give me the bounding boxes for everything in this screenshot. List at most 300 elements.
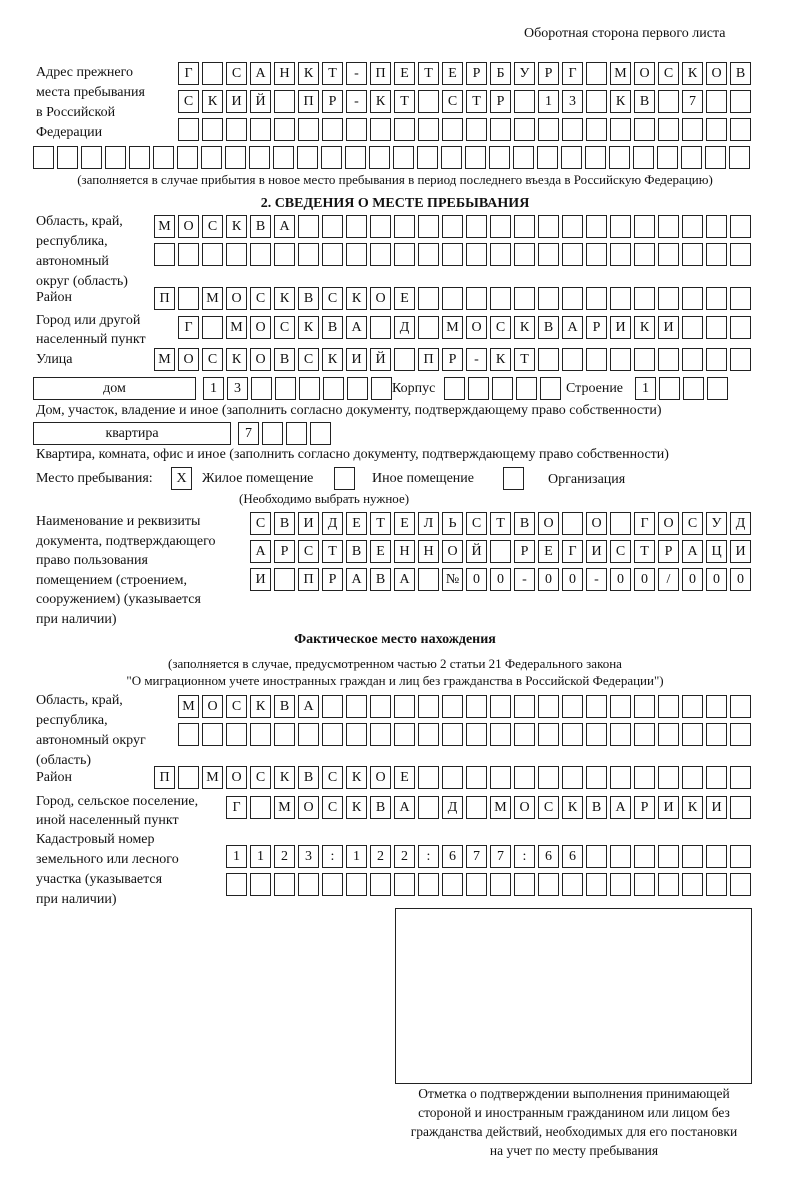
- char-cell[interactable]: М: [202, 766, 223, 789]
- char-cell[interactable]: 2: [394, 845, 415, 868]
- char-cell[interactable]: [730, 766, 751, 789]
- char-cell[interactable]: [346, 215, 367, 238]
- char-cell[interactable]: [610, 287, 631, 310]
- char-cell[interactable]: С: [298, 348, 319, 371]
- char-cell[interactable]: [610, 348, 631, 371]
- char-cell[interactable]: Г: [562, 62, 583, 85]
- char-cell[interactable]: [514, 695, 535, 718]
- char-cell[interactable]: 6: [442, 845, 463, 868]
- char-cell[interactable]: [298, 118, 319, 141]
- char-cell[interactable]: [682, 287, 703, 310]
- char-cell[interactable]: К: [226, 348, 247, 371]
- char-cell[interactable]: [586, 348, 607, 371]
- char-cell[interactable]: К: [274, 766, 295, 789]
- char-cell[interactable]: [730, 243, 751, 266]
- char-cell[interactable]: И: [658, 796, 679, 819]
- char-cell[interactable]: Й: [370, 348, 391, 371]
- char-cell[interactable]: [226, 723, 247, 746]
- char-cell[interactable]: [610, 695, 631, 718]
- char-cell[interactable]: И: [706, 796, 727, 819]
- char-cell[interactable]: -: [586, 568, 607, 591]
- char-cell[interactable]: М: [178, 695, 199, 718]
- char-cell[interactable]: [466, 695, 487, 718]
- char-cell[interactable]: -: [514, 568, 535, 591]
- char-cell[interactable]: [250, 118, 271, 141]
- char-cell[interactable]: [706, 723, 727, 746]
- char-cell[interactable]: С: [274, 316, 295, 339]
- char-cell[interactable]: [586, 243, 607, 266]
- char-cell[interactable]: [561, 146, 582, 169]
- char-cell[interactable]: В: [586, 796, 607, 819]
- char-cell[interactable]: Е: [346, 512, 367, 535]
- char-cell[interactable]: С: [466, 512, 487, 535]
- char-cell[interactable]: [658, 695, 679, 718]
- char-cell[interactable]: Р: [442, 348, 463, 371]
- char-cell[interactable]: [442, 215, 463, 238]
- house-type-field[interactable]: дом: [33, 377, 196, 400]
- char-cell[interactable]: [418, 873, 439, 896]
- char-cell[interactable]: [226, 873, 247, 896]
- char-cell[interactable]: О: [442, 540, 463, 563]
- char-cell[interactable]: [201, 146, 222, 169]
- char-cell[interactable]: [345, 146, 366, 169]
- char-cell[interactable]: [442, 873, 463, 896]
- char-cell[interactable]: Р: [514, 540, 535, 563]
- char-cell[interactable]: [490, 873, 511, 896]
- char-cell[interactable]: [178, 723, 199, 746]
- char-cell[interactable]: [586, 766, 607, 789]
- char-cell[interactable]: [706, 766, 727, 789]
- char-cell[interactable]: [730, 118, 751, 141]
- char-cell[interactable]: [633, 146, 654, 169]
- char-cell[interactable]: Т: [322, 540, 343, 563]
- char-cell[interactable]: [658, 215, 679, 238]
- char-cell[interactable]: [465, 146, 486, 169]
- char-cell[interactable]: Т: [418, 62, 439, 85]
- char-cell[interactable]: [273, 146, 294, 169]
- char-cell[interactable]: [683, 377, 704, 400]
- char-cell[interactable]: [562, 512, 583, 535]
- char-cell[interactable]: [682, 348, 703, 371]
- char-cell[interactable]: [706, 215, 727, 238]
- char-cell[interactable]: [418, 215, 439, 238]
- char-cell[interactable]: 0: [634, 568, 655, 591]
- char-cell[interactable]: О: [466, 316, 487, 339]
- char-cell[interactable]: [418, 287, 439, 310]
- char-cell[interactable]: [346, 243, 367, 266]
- char-cell[interactable]: 2: [274, 845, 295, 868]
- char-cell[interactable]: [562, 873, 583, 896]
- char-cell[interactable]: К: [298, 316, 319, 339]
- char-cell[interactable]: [706, 873, 727, 896]
- char-cell[interactable]: [706, 287, 727, 310]
- char-cell[interactable]: [514, 90, 535, 113]
- char-cell[interactable]: [516, 377, 537, 400]
- char-cell[interactable]: А: [250, 62, 271, 85]
- char-cell[interactable]: М: [490, 796, 511, 819]
- char-cell[interactable]: [154, 243, 175, 266]
- char-cell[interactable]: [706, 348, 727, 371]
- char-cell[interactable]: В: [634, 90, 655, 113]
- char-cell[interactable]: Ц: [706, 540, 727, 563]
- char-cell[interactable]: -: [466, 348, 487, 371]
- char-cell[interactable]: [393, 146, 414, 169]
- char-cell[interactable]: [514, 118, 535, 141]
- char-cell[interactable]: М: [154, 215, 175, 238]
- char-cell[interactable]: [346, 118, 367, 141]
- char-cell[interactable]: [586, 62, 607, 85]
- char-cell[interactable]: Р: [466, 62, 487, 85]
- char-cell[interactable]: 3: [562, 90, 583, 113]
- char-cell[interactable]: [681, 146, 702, 169]
- char-cell[interactable]: [394, 243, 415, 266]
- char-cell[interactable]: [634, 243, 655, 266]
- char-cell[interactable]: М: [274, 796, 295, 819]
- char-cell[interactable]: С: [226, 62, 247, 85]
- char-cell[interactable]: К: [682, 796, 703, 819]
- char-cell[interactable]: [538, 873, 559, 896]
- char-cell[interactable]: [586, 215, 607, 238]
- char-cell[interactable]: С: [250, 287, 271, 310]
- char-cell[interactable]: [537, 146, 558, 169]
- char-cell[interactable]: О: [658, 512, 679, 535]
- char-cell[interactable]: [370, 118, 391, 141]
- char-cell[interactable]: [249, 146, 270, 169]
- char-cell[interactable]: [514, 873, 535, 896]
- char-cell[interactable]: [371, 377, 392, 400]
- char-cell[interactable]: [610, 766, 631, 789]
- char-cell[interactable]: 0: [490, 568, 511, 591]
- char-cell[interactable]: Р: [658, 540, 679, 563]
- char-cell[interactable]: [634, 845, 655, 868]
- char-cell[interactable]: К: [562, 796, 583, 819]
- char-cell[interactable]: -: [346, 62, 367, 85]
- char-cell[interactable]: П: [370, 62, 391, 85]
- char-cell[interactable]: Т: [370, 512, 391, 535]
- char-cell[interactable]: [730, 723, 751, 746]
- char-cell[interactable]: Т: [466, 90, 487, 113]
- char-cell[interactable]: К: [202, 90, 223, 113]
- char-cell[interactable]: №: [442, 568, 463, 591]
- char-cell[interactable]: [418, 243, 439, 266]
- char-cell[interactable]: [274, 243, 295, 266]
- char-cell[interactable]: А: [394, 796, 415, 819]
- char-cell[interactable]: [178, 118, 199, 141]
- char-cell[interactable]: [658, 287, 679, 310]
- char-cell[interactable]: В: [538, 316, 559, 339]
- char-cell[interactable]: С: [538, 796, 559, 819]
- option-checkbox-residential[interactable]: X: [171, 467, 192, 490]
- char-cell[interactable]: О: [298, 796, 319, 819]
- char-cell[interactable]: В: [274, 348, 295, 371]
- char-cell[interactable]: [297, 146, 318, 169]
- char-cell[interactable]: Б: [490, 62, 511, 85]
- char-cell[interactable]: Л: [418, 512, 439, 535]
- char-cell[interactable]: [610, 873, 631, 896]
- char-cell[interactable]: [298, 243, 319, 266]
- char-cell[interactable]: [586, 90, 607, 113]
- char-cell[interactable]: [586, 845, 607, 868]
- char-cell[interactable]: [250, 723, 271, 746]
- char-cell[interactable]: [466, 766, 487, 789]
- char-cell[interactable]: [466, 723, 487, 746]
- char-cell[interactable]: [634, 348, 655, 371]
- char-cell[interactable]: :: [514, 845, 535, 868]
- char-cell[interactable]: [562, 287, 583, 310]
- char-cell[interactable]: [394, 695, 415, 718]
- char-cell[interactable]: [658, 723, 679, 746]
- char-cell[interactable]: [226, 243, 247, 266]
- char-cell[interactable]: [658, 243, 679, 266]
- char-cell[interactable]: [610, 243, 631, 266]
- char-cell[interactable]: [586, 873, 607, 896]
- char-cell[interactable]: Е: [394, 287, 415, 310]
- char-cell[interactable]: К: [226, 215, 247, 238]
- char-cell[interactable]: У: [706, 512, 727, 535]
- char-cell[interactable]: [394, 215, 415, 238]
- char-cell[interactable]: [370, 316, 391, 339]
- char-cell[interactable]: [706, 695, 727, 718]
- char-cell[interactable]: [250, 796, 271, 819]
- char-cell[interactable]: [370, 723, 391, 746]
- char-cell[interactable]: П: [154, 287, 175, 310]
- char-cell[interactable]: Е: [538, 540, 559, 563]
- char-cell[interactable]: Т: [322, 62, 343, 85]
- char-cell[interactable]: [274, 568, 295, 591]
- char-cell[interactable]: С: [322, 766, 343, 789]
- char-cell[interactable]: О: [370, 766, 391, 789]
- char-cell[interactable]: 0: [730, 568, 751, 591]
- char-cell[interactable]: 6: [562, 845, 583, 868]
- char-cell[interactable]: Е: [442, 62, 463, 85]
- char-cell[interactable]: В: [370, 568, 391, 591]
- char-cell[interactable]: В: [730, 62, 751, 85]
- char-cell[interactable]: С: [322, 796, 343, 819]
- char-cell[interactable]: [538, 695, 559, 718]
- char-cell[interactable]: [347, 377, 368, 400]
- char-cell[interactable]: [658, 766, 679, 789]
- char-cell[interactable]: [682, 243, 703, 266]
- char-cell[interactable]: [299, 377, 320, 400]
- char-cell[interactable]: [730, 348, 751, 371]
- char-cell[interactable]: [490, 243, 511, 266]
- char-cell[interactable]: [444, 377, 465, 400]
- char-cell[interactable]: К: [682, 62, 703, 85]
- char-cell[interactable]: К: [250, 695, 271, 718]
- char-cell[interactable]: И: [730, 540, 751, 563]
- char-cell[interactable]: С: [610, 540, 631, 563]
- char-cell[interactable]: [105, 146, 126, 169]
- char-cell[interactable]: Й: [250, 90, 271, 113]
- char-cell[interactable]: С: [322, 287, 343, 310]
- char-cell[interactable]: [275, 377, 296, 400]
- char-cell[interactable]: [394, 723, 415, 746]
- char-cell[interactable]: [417, 146, 438, 169]
- char-cell[interactable]: К: [274, 287, 295, 310]
- char-cell[interactable]: [634, 695, 655, 718]
- char-cell[interactable]: [251, 377, 272, 400]
- char-cell[interactable]: :: [322, 845, 343, 868]
- char-cell[interactable]: [466, 873, 487, 896]
- char-cell[interactable]: [466, 287, 487, 310]
- char-cell[interactable]: В: [274, 695, 295, 718]
- char-cell[interactable]: /: [658, 568, 679, 591]
- char-cell[interactable]: [346, 873, 367, 896]
- char-cell[interactable]: [730, 796, 751, 819]
- char-cell[interactable]: [562, 723, 583, 746]
- char-cell[interactable]: [562, 215, 583, 238]
- char-cell[interactable]: В: [274, 512, 295, 535]
- char-cell[interactable]: [634, 873, 655, 896]
- char-cell[interactable]: [369, 146, 390, 169]
- char-cell[interactable]: И: [658, 316, 679, 339]
- char-cell[interactable]: С: [250, 766, 271, 789]
- char-cell[interactable]: [730, 695, 751, 718]
- char-cell[interactable]: [659, 377, 680, 400]
- char-cell[interactable]: [634, 723, 655, 746]
- char-cell[interactable]: [274, 873, 295, 896]
- char-cell[interactable]: 1: [250, 845, 271, 868]
- char-cell[interactable]: Г: [226, 796, 247, 819]
- char-cell[interactable]: [418, 568, 439, 591]
- char-cell[interactable]: В: [370, 796, 391, 819]
- char-cell[interactable]: Р: [322, 568, 343, 591]
- char-cell[interactable]: С: [202, 215, 223, 238]
- char-cell[interactable]: [178, 243, 199, 266]
- char-cell[interactable]: П: [298, 90, 319, 113]
- char-cell[interactable]: [250, 243, 271, 266]
- char-cell[interactable]: [658, 845, 679, 868]
- char-cell[interactable]: [202, 62, 223, 85]
- char-cell[interactable]: [321, 146, 342, 169]
- char-cell[interactable]: Д: [394, 316, 415, 339]
- char-cell[interactable]: Г: [178, 316, 199, 339]
- char-cell[interactable]: Е: [394, 512, 415, 535]
- char-cell[interactable]: И: [586, 540, 607, 563]
- char-cell[interactable]: О: [226, 766, 247, 789]
- char-cell[interactable]: [490, 766, 511, 789]
- char-cell[interactable]: О: [586, 512, 607, 535]
- char-cell[interactable]: [322, 118, 343, 141]
- char-cell[interactable]: [538, 287, 559, 310]
- char-cell[interactable]: [33, 146, 54, 169]
- option-checkbox-other[interactable]: [334, 467, 355, 490]
- char-cell[interactable]: [634, 287, 655, 310]
- char-cell[interactable]: И: [250, 568, 271, 591]
- char-cell[interactable]: [730, 316, 751, 339]
- char-cell[interactable]: [682, 316, 703, 339]
- char-cell[interactable]: [562, 766, 583, 789]
- char-cell[interactable]: А: [394, 568, 415, 591]
- char-cell[interactable]: 0: [466, 568, 487, 591]
- char-cell[interactable]: [394, 118, 415, 141]
- char-cell[interactable]: [370, 873, 391, 896]
- char-cell[interactable]: [153, 146, 174, 169]
- char-cell[interactable]: [730, 845, 751, 868]
- char-cell[interactable]: В: [322, 316, 343, 339]
- char-cell[interactable]: С: [658, 62, 679, 85]
- char-cell[interactable]: О: [538, 512, 559, 535]
- char-cell[interactable]: К: [346, 796, 367, 819]
- char-cell[interactable]: Р: [322, 90, 343, 113]
- char-cell[interactable]: [634, 118, 655, 141]
- char-cell[interactable]: А: [346, 568, 367, 591]
- char-cell[interactable]: :: [418, 845, 439, 868]
- char-cell[interactable]: [394, 348, 415, 371]
- char-cell[interactable]: [658, 90, 679, 113]
- option-checkbox-organization[interactable]: [503, 467, 524, 490]
- char-cell[interactable]: [418, 316, 439, 339]
- char-cell[interactable]: У: [514, 62, 535, 85]
- char-cell[interactable]: [586, 723, 607, 746]
- char-cell[interactable]: [682, 118, 703, 141]
- char-cell[interactable]: [370, 695, 391, 718]
- char-cell[interactable]: [442, 766, 463, 789]
- char-cell[interactable]: [730, 873, 751, 896]
- char-cell[interactable]: [730, 215, 751, 238]
- char-cell[interactable]: [658, 118, 679, 141]
- char-cell[interactable]: М: [610, 62, 631, 85]
- char-cell[interactable]: С: [250, 512, 271, 535]
- char-cell[interactable]: Д: [322, 512, 343, 535]
- char-cell[interactable]: Е: [394, 766, 415, 789]
- char-cell[interactable]: А: [610, 796, 631, 819]
- char-cell[interactable]: Н: [274, 62, 295, 85]
- char-cell[interactable]: [286, 422, 307, 445]
- char-cell[interactable]: [707, 377, 728, 400]
- char-cell[interactable]: [682, 695, 703, 718]
- char-cell[interactable]: А: [250, 540, 271, 563]
- char-cell[interactable]: Й: [466, 540, 487, 563]
- char-cell[interactable]: [706, 118, 727, 141]
- char-cell[interactable]: Р: [490, 90, 511, 113]
- char-cell[interactable]: [81, 146, 102, 169]
- char-cell[interactable]: [468, 377, 489, 400]
- char-cell[interactable]: С: [226, 695, 247, 718]
- char-cell[interactable]: [418, 118, 439, 141]
- char-cell[interactable]: [418, 796, 439, 819]
- char-cell[interactable]: [730, 287, 751, 310]
- char-cell[interactable]: [57, 146, 78, 169]
- char-cell[interactable]: [514, 215, 535, 238]
- char-cell[interactable]: О: [634, 62, 655, 85]
- char-cell[interactable]: [538, 118, 559, 141]
- char-cell[interactable]: А: [562, 316, 583, 339]
- char-cell[interactable]: [466, 215, 487, 238]
- char-cell[interactable]: М: [202, 287, 223, 310]
- char-cell[interactable]: [658, 348, 679, 371]
- char-cell[interactable]: [322, 215, 343, 238]
- char-cell[interactable]: [610, 845, 631, 868]
- char-cell[interactable]: [562, 118, 583, 141]
- char-cell[interactable]: [585, 146, 606, 169]
- char-cell[interactable]: В: [298, 287, 319, 310]
- char-cell[interactable]: А: [682, 540, 703, 563]
- char-cell[interactable]: 1: [203, 377, 224, 400]
- char-cell[interactable]: О: [514, 796, 535, 819]
- char-cell[interactable]: Д: [442, 796, 463, 819]
- char-cell[interactable]: Е: [394, 62, 415, 85]
- char-cell[interactable]: [706, 316, 727, 339]
- char-cell[interactable]: [562, 348, 583, 371]
- char-cell[interactable]: С: [202, 348, 223, 371]
- char-cell[interactable]: [298, 723, 319, 746]
- char-cell[interactable]: С: [682, 512, 703, 535]
- char-cell[interactable]: [274, 90, 295, 113]
- char-cell[interactable]: М: [154, 348, 175, 371]
- char-cell[interactable]: [513, 146, 534, 169]
- char-cell[interactable]: [178, 766, 199, 789]
